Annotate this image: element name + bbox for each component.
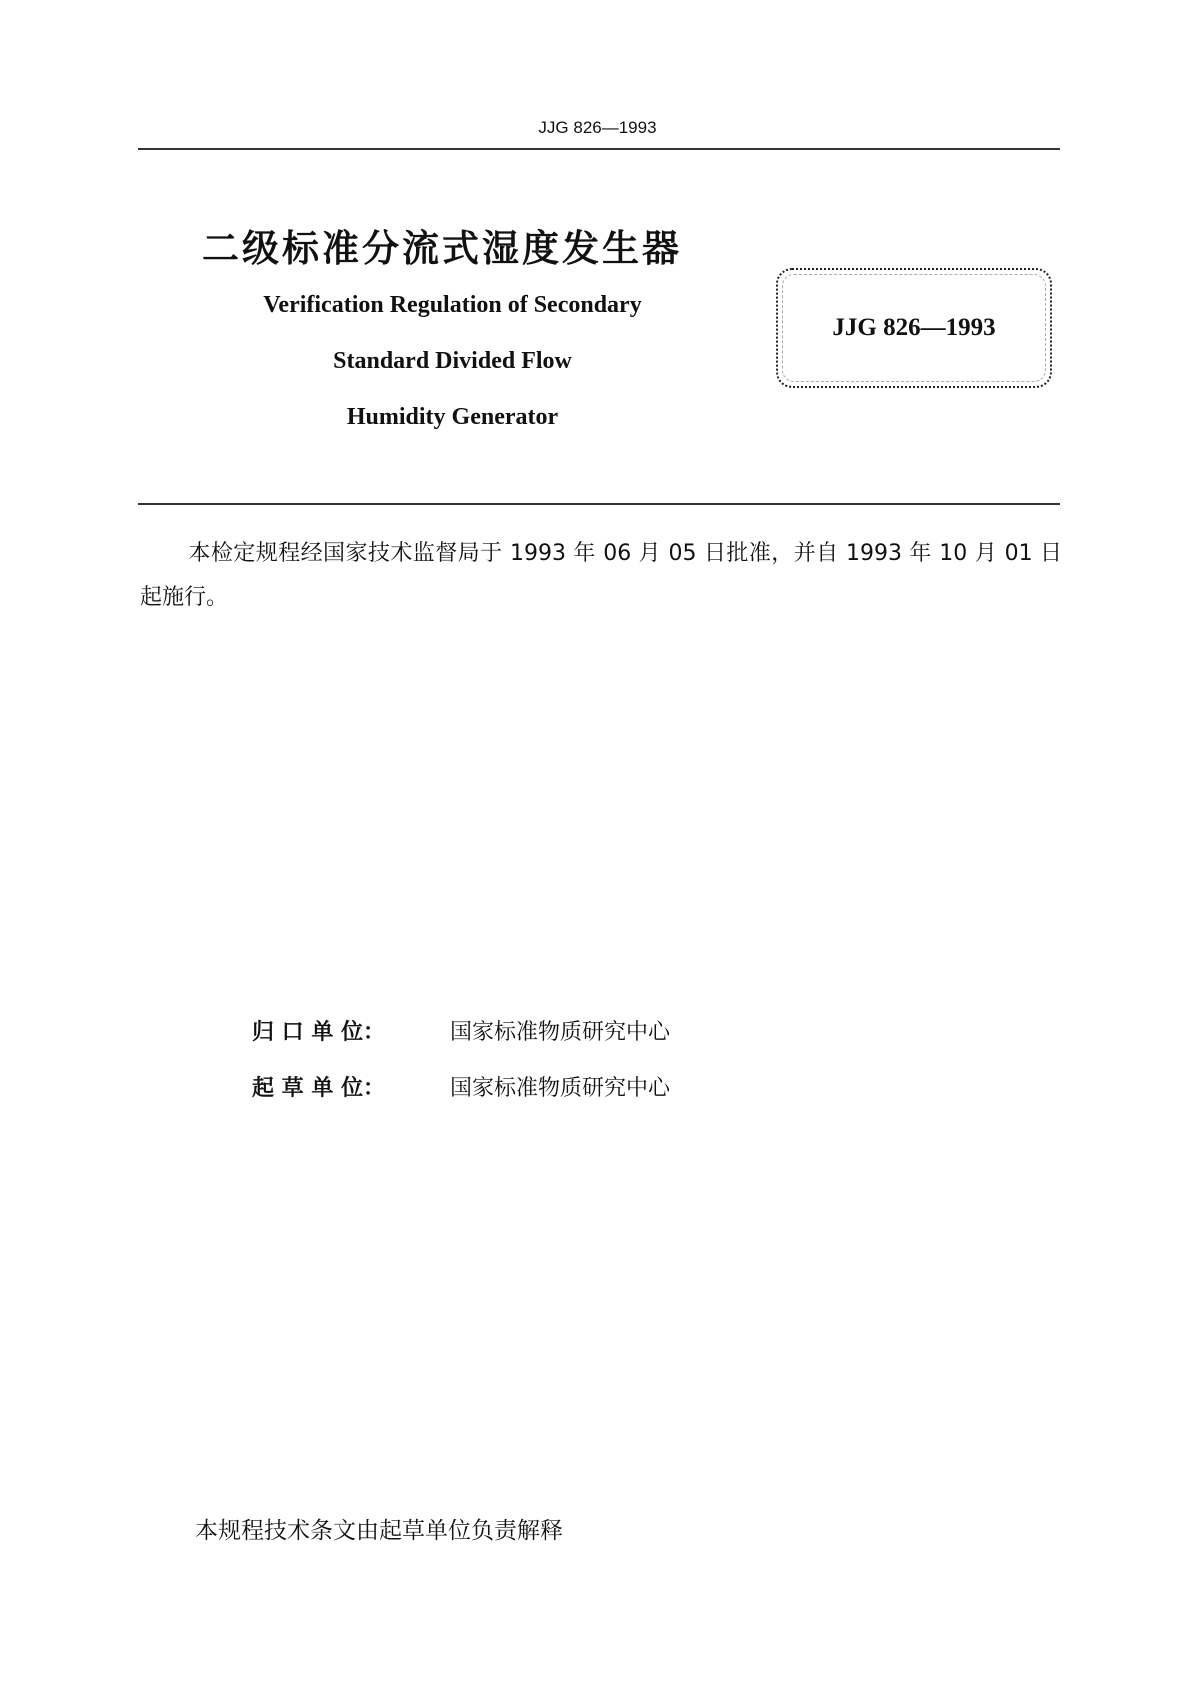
unit-label: 起 草 单 位： bbox=[252, 1076, 385, 1101]
unit-value: 国家标准物质研究中心 bbox=[450, 1076, 671, 1101]
header-rule bbox=[138, 148, 1060, 150]
title-chinese: 二级标准分流式湿度发生器 bbox=[202, 227, 682, 270]
title-rule bbox=[138, 503, 1060, 505]
unit-value: 国家标准物质研究中心 bbox=[450, 1020, 671, 1045]
interpretation-note: 本规程技术条文由起草单位负责解释 bbox=[195, 1518, 563, 1544]
drafting-unit bbox=[252, 1071, 670, 1102]
running-header: JJG 826—1993 bbox=[538, 118, 657, 137]
approval-paragraph bbox=[140, 532, 1062, 620]
unit-label: 归 口 单 位： bbox=[252, 1020, 385, 1045]
approval-text: 本检定规程经国家技术监督局于 1993 年 06 月 05 日批准，并自 1993 年 10 月 01 日起施行。 bbox=[140, 541, 1062, 610]
responsible-unit bbox=[252, 1015, 670, 1046]
code-box-text: JJG 826—1993 bbox=[832, 314, 996, 341]
title-english-line-3: Humidity Generator bbox=[346, 404, 559, 430]
title-english-line-1: Verification Regulation of Secondary bbox=[263, 292, 642, 318]
title-english-line-2: Standard Divided Flow bbox=[333, 348, 572, 374]
code-box bbox=[776, 268, 1052, 388]
